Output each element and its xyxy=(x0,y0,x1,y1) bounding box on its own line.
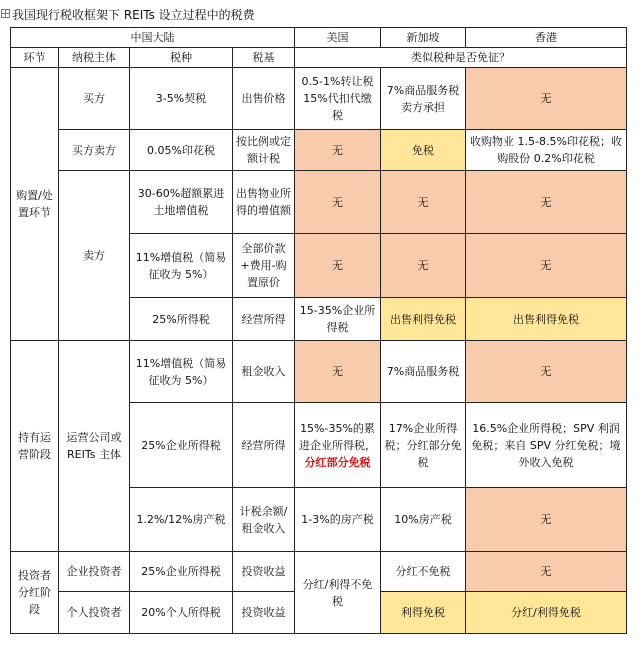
sg-lvat: 无 xyxy=(381,171,466,234)
tax-comparison-table xyxy=(10,27,627,634)
taxpayer-indiv-investor: 个人投资者 xyxy=(59,592,130,634)
table-caption: 我国现行税收框架下 REITs 设立过程中的税费 xyxy=(12,8,255,22)
us-dividend: 分红/利得不免税 xyxy=(295,552,381,634)
tax-lvat: 30-60%超额累进土地增值税 xyxy=(130,171,233,234)
header-cn: 中国大陆 xyxy=(11,28,295,48)
base-property: 计税余额/租金收入 xyxy=(233,488,295,552)
header-row-columns xyxy=(11,48,627,68)
header-sg: 新加坡 xyxy=(381,28,466,48)
base-corp-div: 投资收益 xyxy=(233,552,295,592)
sg-indiv-div: 利得免税 xyxy=(381,592,466,634)
base-cit-op: 经营所得 xyxy=(233,403,295,488)
base-lvat: 出售物业所得的增值额 xyxy=(233,171,295,234)
hk-cit-op: 16.5%企业所得税；SPV 利润免税；来自 SPV 分红免税；境外收入免税 xyxy=(466,403,627,488)
base-vat-sale: 全部价款+费用-购置原价 xyxy=(233,234,295,298)
tax-indiv-div: 20%个人所得税 xyxy=(130,592,233,634)
tax-vat-sale: 11%增值税（简易征收为 5%） xyxy=(130,234,233,298)
table-row xyxy=(11,341,627,403)
us-cit-op-text: 15%-35%的累进企业所得税， xyxy=(299,421,376,452)
base-deed: 出售价格 xyxy=(233,68,295,130)
table-move-handle-icon[interactable] xyxy=(1,9,10,18)
base-stamp: 按比例或定额计税 xyxy=(233,130,295,171)
tax-deed: 3-5%契税 xyxy=(130,68,233,130)
base-vat-rent: 租金收入 xyxy=(233,341,295,403)
sg-vat-rent: 7%商品服务税 xyxy=(381,341,466,403)
table-row xyxy=(11,552,627,592)
sg-income-sale: 出售利得免税 xyxy=(381,298,466,341)
us-income-sale: 15-35%企业所得税 xyxy=(295,298,381,341)
hk-corp-div: 无 xyxy=(466,552,627,592)
header-question: 类似税种是否免征？ xyxy=(295,48,627,68)
tax-property: 1.2%/12%房产税 xyxy=(130,488,233,552)
table-row xyxy=(11,171,627,234)
taxpayer-operator: 运营公司或 REITs 主体 xyxy=(59,341,130,552)
hk-indiv-div: 分红/利得免税 xyxy=(466,592,627,634)
taxpayer-corp-investor: 企业投资者 xyxy=(59,552,130,592)
sg-cit-op: 17%企业所得税；分红部分免税 xyxy=(381,403,466,488)
sg-corp-div: 分红不免税 xyxy=(381,552,466,592)
us-vat-rent: 无 xyxy=(295,341,381,403)
us-deed xyxy=(295,68,381,130)
hk-property: 无 xyxy=(466,488,627,552)
header-tax-type: 税种 xyxy=(130,48,233,68)
hk-lvat: 无 xyxy=(466,171,627,234)
taxpayer-seller: 卖方 xyxy=(59,171,130,341)
us-vat-sale: 无 xyxy=(295,234,381,298)
stage-dividend: 投资者分红阶段 xyxy=(11,552,59,634)
table-row xyxy=(11,130,627,171)
stage-acquire: 购置/处置环节 xyxy=(11,68,59,341)
tax-income-sale: 25%所得税 xyxy=(130,298,233,341)
header-tax-base: 税基 xyxy=(233,48,295,68)
hk-stamp: 收购物业 1.5-8.5%印花税；收购股份 0.2%印花税 xyxy=(466,130,627,171)
sg-stamp: 免税 xyxy=(381,130,466,171)
us-cit-op-exempt: 分红部分免税 xyxy=(304,455,371,469)
tax-corp-div: 25%企业所得税 xyxy=(130,552,233,592)
stage-hold: 持有运营阶段 xyxy=(11,341,59,552)
us-deed-line1: 0.5-1%转让税 xyxy=(301,75,374,88)
header-row-region xyxy=(11,28,627,48)
base-income-sale: 经营所得 xyxy=(233,298,295,341)
us-stamp: 无 xyxy=(295,130,381,171)
hk-vat-sale: 无 xyxy=(466,234,627,298)
tax-stamp: 0.05%印花税 xyxy=(130,130,233,171)
hk-deed: 无 xyxy=(466,68,627,130)
us-property: 1-3%的房产税 xyxy=(295,488,381,552)
header-hk: 香港 xyxy=(466,28,627,48)
sg-property: 10%房产税 xyxy=(381,488,466,552)
header-us: 美国 xyxy=(295,28,381,48)
table-row xyxy=(11,68,627,130)
us-lvat: 无 xyxy=(295,171,381,234)
tax-cit-op: 25%企业所得税 xyxy=(130,403,233,488)
taxpayer-buyer: 买方 xyxy=(59,68,130,130)
base-indiv-div: 投资收益 xyxy=(233,592,295,634)
us-cit-op xyxy=(295,403,381,488)
header-taxpayer: 纳税主体 xyxy=(59,48,130,68)
us-deed-line2: 15%代扣代缴税 xyxy=(303,92,372,122)
sg-vat-sale: 无 xyxy=(381,234,466,298)
tax-vat-rent: 11%增值税（简易征收为 5%） xyxy=(130,341,233,403)
taxpayer-buyer-seller: 买方卖方 xyxy=(59,130,130,171)
sg-deed: 7%商品服务税卖方承担 xyxy=(381,68,466,130)
header-stage: 环节 xyxy=(11,48,59,68)
hk-vat-rent: 无 xyxy=(466,341,627,403)
hk-income-sale: 出售利得免税 xyxy=(466,298,627,341)
